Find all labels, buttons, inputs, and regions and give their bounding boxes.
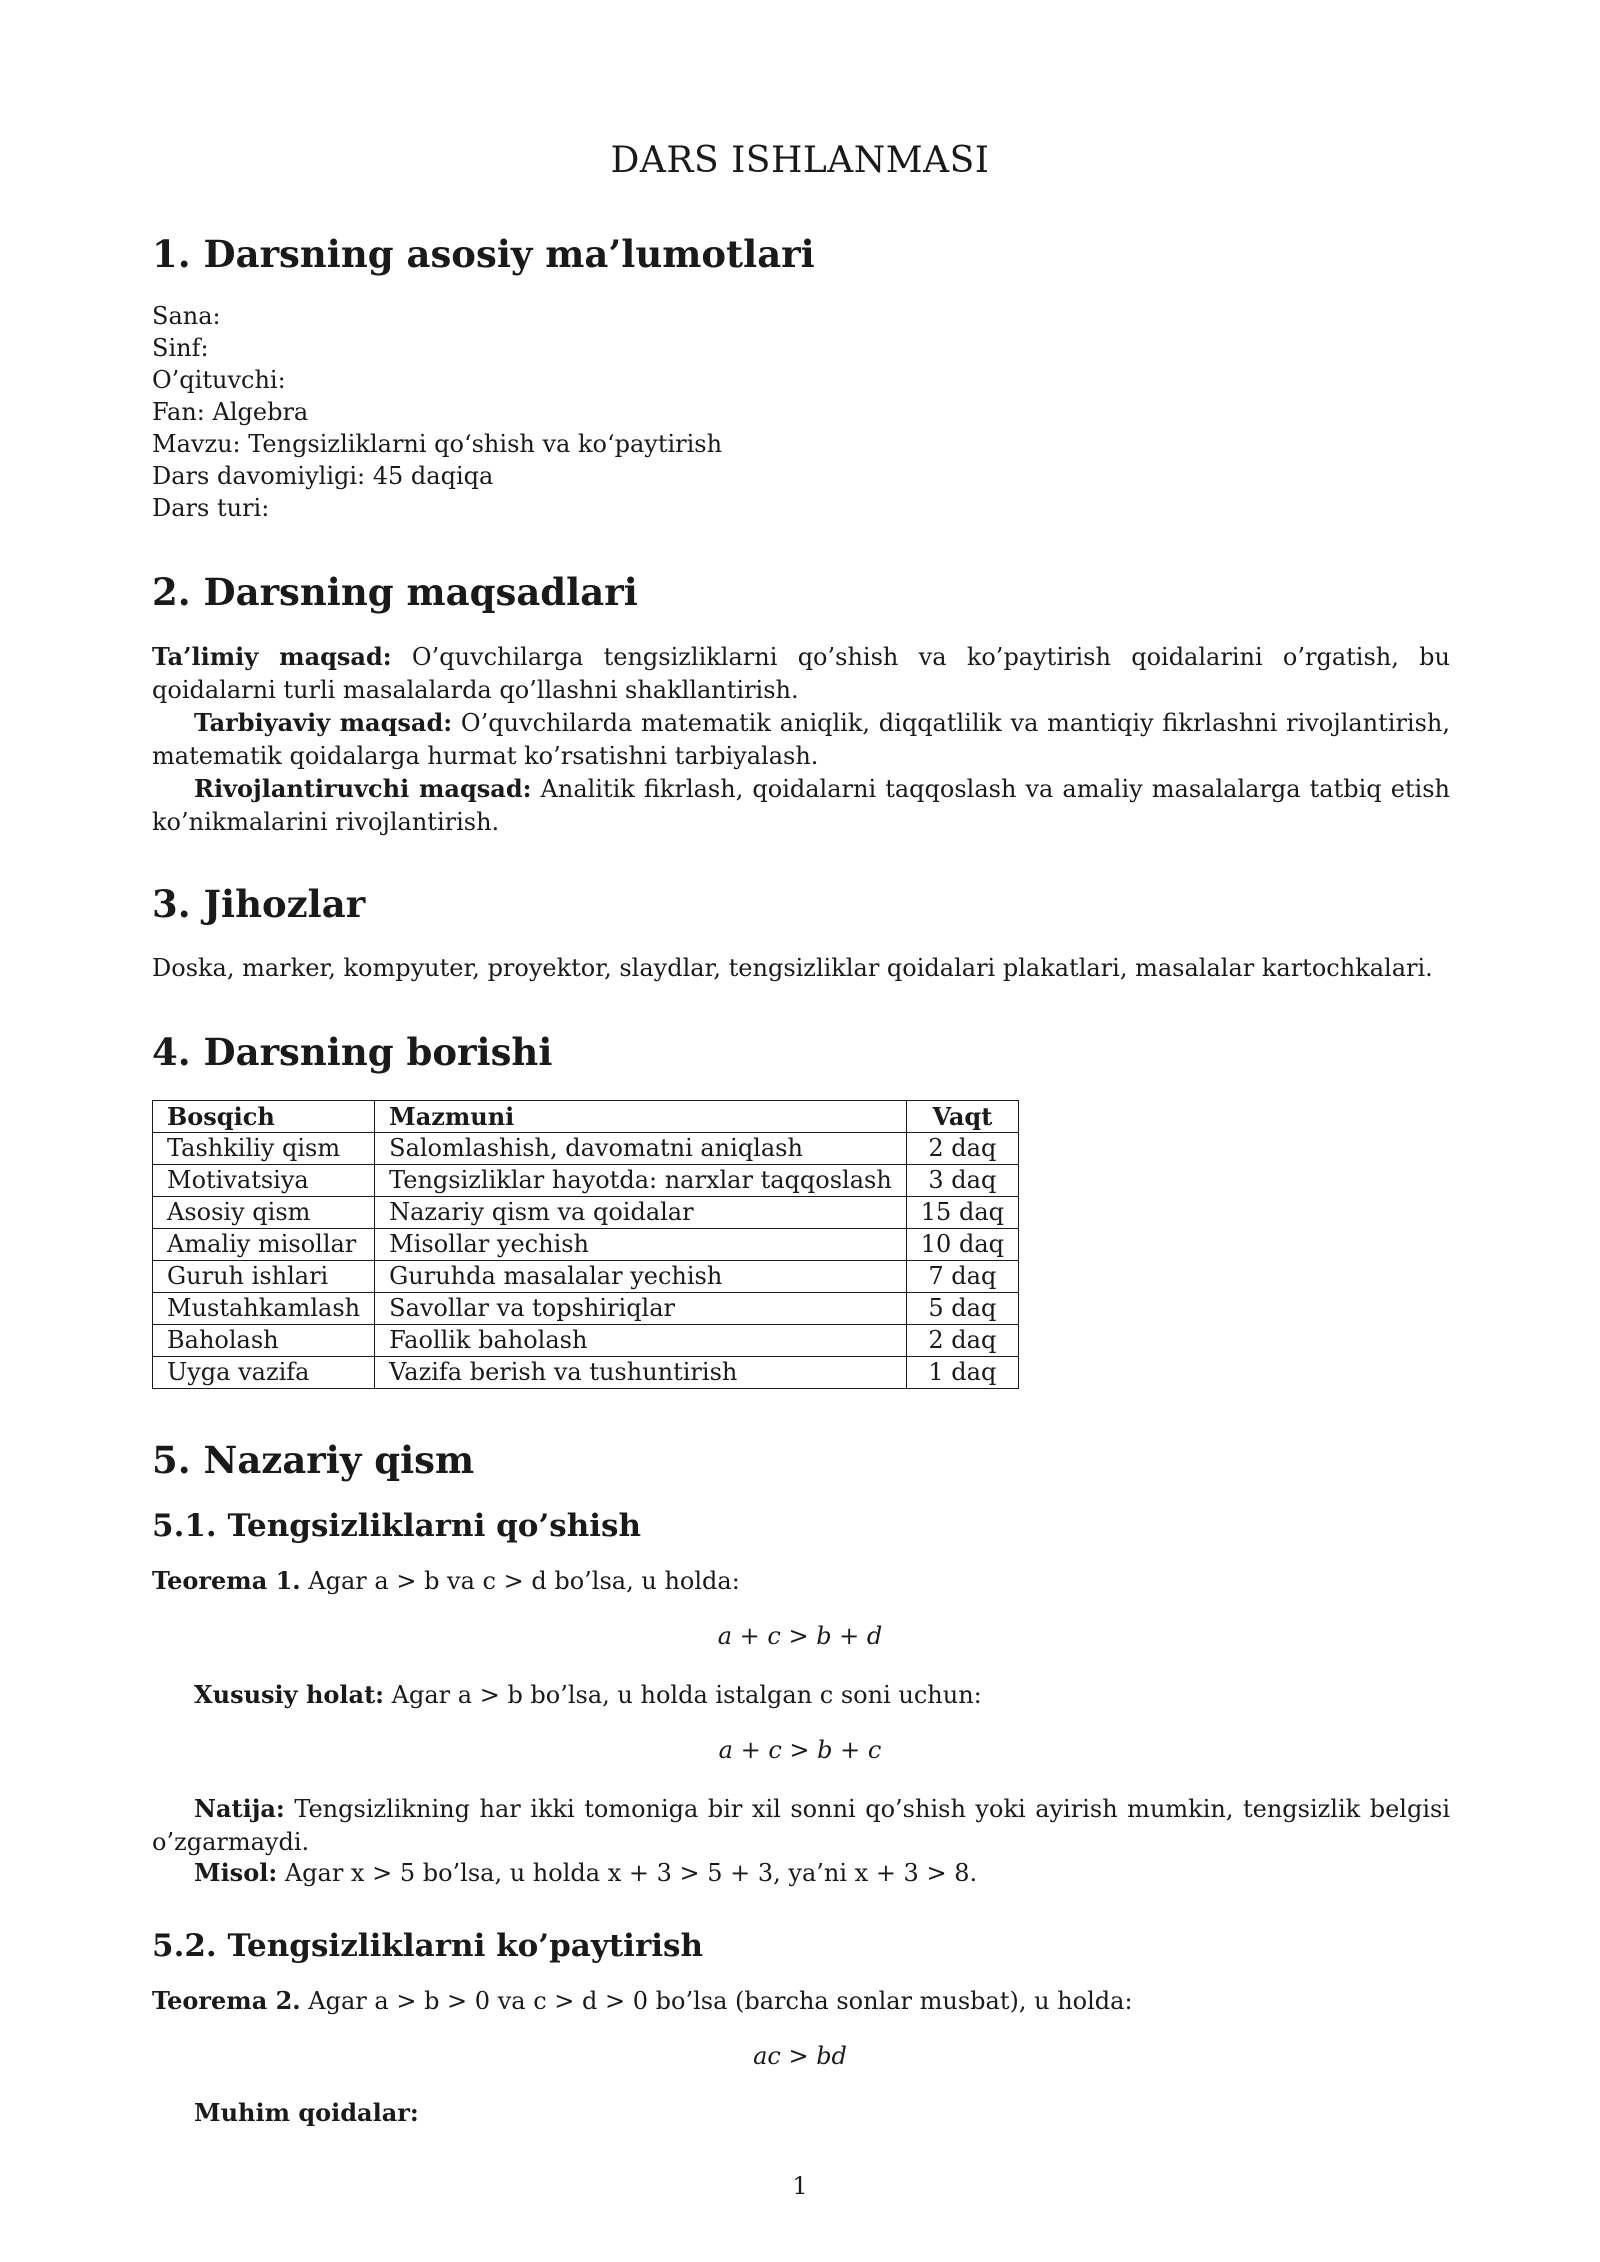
theorem-label: Teorema 1. xyxy=(152,1566,301,1595)
goal-developmental xyxy=(152,772,1450,839)
goal-text: Analitik fikrlash, qoidalarni taqqoslash va amaliy masalalarga tatbiq etish ko’nikmalarini rivojlantirish. xyxy=(152,775,1450,836)
time-cell: 5 daq xyxy=(906,1293,1018,1325)
goal-text: O’quvchilarga tengsizliklarni qo’shish va ko’paytirish qoidalarini o’rgatish, bu qoidalarni turli masalalarda qo’llashni shakllantirish. xyxy=(152,643,1450,704)
goal-label: Rivojlantiruvchi maqsad: xyxy=(194,774,532,803)
theorem-text: Agar a > b > 0 va c > d > 0 bo’lsa (barcha sonlar musbat), u holda: xyxy=(300,1987,1133,2015)
theorem-2 xyxy=(152,1986,1133,2015)
stage-cell: Motivatsiya xyxy=(153,1165,375,1197)
time-cell: 10 daq xyxy=(906,1229,1018,1261)
special-case xyxy=(194,1680,982,1709)
stage-cell: Asosiy qism xyxy=(153,1197,375,1229)
stage-cell: Mustahkamlash xyxy=(153,1293,375,1325)
time-cell: 7 daq xyxy=(906,1261,1018,1293)
content-cell: Faollik baholash xyxy=(375,1325,907,1357)
theorem-text: Agar a > b va c > d bo’lsa, u holda: xyxy=(300,1567,740,1595)
column-header: Mazmuni xyxy=(375,1101,907,1133)
goal-label: Ta’limiy maqsad: xyxy=(152,642,392,671)
special-case-text: Agar a > b bo’lsa, u holda istalgan c soni uchun: xyxy=(384,1681,982,1709)
content-cell: Tengsizliklar hayotda: narxlar taqqoslash xyxy=(375,1165,907,1197)
table-row xyxy=(153,1165,1019,1197)
formula-2: a + c > b + c xyxy=(718,1736,882,1764)
content-cell: Vazifa berish va tushuntirish xyxy=(375,1357,907,1389)
example-text: Agar x > 5 bo’lsa, u holda x + 3 > 5 + 3, ya’ni x + 3 > 8. xyxy=(277,1859,978,1887)
content-cell: Misollar yechish xyxy=(375,1229,907,1261)
info-subject: Fan: Algebra xyxy=(152,398,309,426)
time-cell: 15 daq xyxy=(906,1197,1018,1229)
document-title: DARS ISHLANMASI xyxy=(610,140,990,181)
content-cell: Guruhda masalalar yechish xyxy=(375,1261,907,1293)
info-class: Sinf: xyxy=(152,334,209,362)
section-4-heading: 4. Darsning borishi xyxy=(152,1030,553,1074)
time-cell: 2 daq xyxy=(906,1133,1018,1165)
stage-cell: Uyga vazifa xyxy=(153,1357,375,1389)
time-cell: 2 daq xyxy=(906,1325,1018,1357)
rules-label: Muhim qoidalar: xyxy=(194,2098,419,2127)
example-line xyxy=(194,1858,977,1887)
equipment-text: Doska, marker, kompyuter, proyektor, slaydlar, tengsizliklar qoidalari plakatlari, masalalar kartochkalari. xyxy=(152,954,1433,982)
theorem-label: Teorema 2. xyxy=(152,1986,301,2015)
stage-cell: Amaliy misollar xyxy=(153,1229,375,1261)
column-header: Bosqich xyxy=(153,1101,375,1133)
column-header: Vaqt xyxy=(906,1101,1018,1133)
page-number: 1 xyxy=(792,2172,808,2200)
section-3-heading: 3. Jihozlar xyxy=(152,882,366,926)
subsection-5-2-heading: 5.2. Tengsizliklarni ko’paytirish xyxy=(152,1928,704,1964)
section-2-heading: 2. Darsning maqsadlari xyxy=(152,570,638,614)
example-label: Misol: xyxy=(194,1858,278,1887)
result-paragraph xyxy=(152,1792,1450,1859)
time-cell: 3 daq xyxy=(906,1165,1018,1197)
lesson-plan-table xyxy=(152,1100,1019,1389)
table-row xyxy=(153,1293,1019,1325)
result-label: Natija: xyxy=(194,1794,285,1823)
stage-cell: Guruh ishlari xyxy=(153,1261,375,1293)
section-5-heading: 5. Nazariy qism xyxy=(152,1438,475,1482)
info-date: Sana: xyxy=(152,302,221,330)
stage-cell: Tashkiliy qism xyxy=(153,1133,375,1165)
formula-1: a + c > b + d xyxy=(717,1622,883,1650)
goal-educational xyxy=(152,640,1450,707)
table-row xyxy=(153,1197,1019,1229)
stage-cell: Baholash xyxy=(153,1325,375,1357)
table-row xyxy=(153,1325,1019,1357)
theorem-1 xyxy=(152,1566,740,1595)
content-cell: Savollar va topshiriqlar xyxy=(375,1293,907,1325)
table-row xyxy=(153,1261,1019,1293)
table-row xyxy=(153,1357,1019,1389)
info-topic: Mavzu: Tengsizliklarni qo‘shish va ko‘paytirish xyxy=(152,430,723,458)
goal-label: Tarbiyaviy maqsad: xyxy=(194,708,453,737)
info-duration: Dars davomiyligi: 45 daqiqa xyxy=(152,462,494,490)
table-row xyxy=(153,1229,1019,1261)
info-lesson-type: Dars turi: xyxy=(152,494,270,522)
formula-3: ac > bd xyxy=(753,2042,847,2070)
content-cell: Salomlashish, davomatni aniqlash xyxy=(375,1133,907,1165)
special-case-label: Xususiy holat: xyxy=(194,1680,385,1709)
info-teacher: O’qituvchi: xyxy=(152,366,286,394)
section-1-heading: 1. Darsning asosiy ma’lumotlari xyxy=(152,232,815,276)
time-cell: 1 daq xyxy=(906,1357,1018,1389)
goal-text: O’quvchilarda matematik aniqlik, diqqatlilik va mantiqiy fikrlashni rivojlantirish, matematik qoidalarga hurmat ko’rsatishni tarbiyalash. xyxy=(152,709,1451,770)
result-text: Tengsizlikning har ikki tomoniga bir xil sonni qo’shish yoki ayirish mumkin, tengsizlik belgisi o’zgarmaydi. xyxy=(152,1795,1450,1856)
content-cell: Nazariy qism va qoidalar xyxy=(375,1197,907,1229)
subsection-5-1-heading: 5.1. Tengsizliklarni qo’shish xyxy=(152,1508,642,1544)
goal-upbringing xyxy=(152,706,1450,773)
table-header-row xyxy=(153,1101,1019,1133)
table-row xyxy=(153,1133,1019,1165)
